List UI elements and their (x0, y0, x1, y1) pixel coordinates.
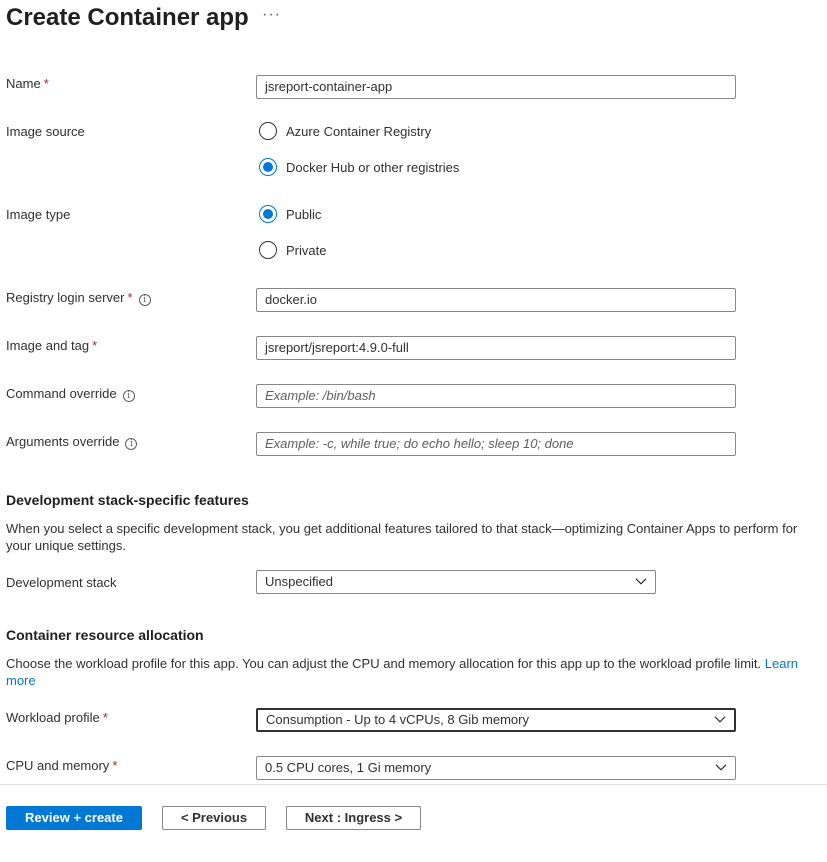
image-and-tag-input[interactable]: jsreport/jsreport:4.9.0-full (256, 336, 736, 360)
radio-azure-container-registry[interactable] (259, 122, 431, 140)
radio-unchecked-icon (259, 241, 277, 259)
arguments-label-text: Arguments override (6, 434, 120, 449)
next-ingress-button[interactable]: Next : Ingress > (286, 806, 421, 830)
name-input[interactable]: jsreport-container-app (256, 75, 736, 99)
required-asterisk: * (127, 290, 133, 305)
description-text: Choose the workload profile for this app. You can adjust the CPU and memory allocation for this app up to the workload profile limit. (6, 656, 762, 671)
previous-button[interactable]: < Previous (162, 806, 266, 830)
required-asterisk: * (102, 710, 108, 725)
radio-label: Private (286, 242, 327, 258)
dev-stack-heading: Development stack-specific features (6, 492, 249, 508)
more-options-icon[interactable]: ··· (262, 6, 281, 23)
radio-private[interactable] (259, 241, 326, 259)
info-icon[interactable]: i (139, 294, 151, 306)
registry-login-server-input[interactable]: docker.io (256, 288, 736, 312)
dropdown-value: 0.5 CPU cores, 1 Gi memory (265, 760, 432, 775)
radio-public[interactable] (259, 205, 321, 223)
resource-allocation-heading: Container resource allocation (6, 627, 204, 643)
radio-checked-icon (259, 205, 277, 223)
footer-divider (0, 784, 827, 785)
dev-stack-description: When you select a specific development stack, you get additional features tailored to that stack—optimizing Container Apps to perform for your unique settings. (6, 521, 798, 553)
image-and-tag-label (6, 338, 97, 353)
workload-profile-label (6, 710, 108, 725)
required-asterisk: * (112, 758, 118, 773)
radio-checked-icon (259, 158, 277, 176)
chevron-down-icon (715, 764, 727, 771)
dropdown-value: Unspecified (265, 574, 333, 589)
review-create-button[interactable]: Review + create (6, 806, 142, 830)
radio-label: Public (286, 206, 322, 222)
registry-login-server-label (6, 290, 151, 306)
workload-profile-dropdown[interactable] (256, 708, 736, 732)
command-override-input[interactable]: Example: /bin/bash (256, 384, 736, 408)
workload-label-text: Workload profile (6, 710, 100, 725)
name-label (6, 76, 49, 91)
image-type-label: Image type (6, 207, 71, 222)
command-label-text: Command override (6, 386, 117, 401)
radio-unchecked-icon (259, 122, 277, 140)
required-asterisk: * (43, 76, 49, 91)
arguments-override-label (6, 434, 137, 450)
required-asterisk: * (92, 338, 98, 353)
image-tag-label-text: Image and tag (6, 338, 90, 353)
chevron-down-icon (635, 578, 647, 585)
radio-label: Azure Container Registry (286, 123, 432, 139)
cpu-label-text: CPU and memory (6, 758, 110, 773)
chevron-down-icon (714, 716, 726, 723)
arguments-override-input[interactable]: Example: -c, while true; do echo hello; sleep 10; done (256, 432, 736, 456)
image-source-label: Image source (6, 124, 85, 139)
command-override-label (6, 386, 135, 402)
development-stack-dropdown[interactable] (256, 570, 656, 594)
name-label-text: Name (6, 76, 41, 91)
cpu-memory-dropdown[interactable] (256, 756, 736, 780)
registry-label-text: Registry login server (6, 290, 125, 305)
info-icon[interactable]: i (123, 390, 135, 402)
learn-more-link[interactable]: Learn more (6, 656, 799, 688)
dropdown-value: Consumption - Up to 4 vCPUs, 8 Gib memory (266, 712, 529, 727)
info-icon[interactable]: i (125, 438, 137, 450)
development-stack-label: Development stack (6, 575, 117, 590)
resource-allocation-description (6, 655, 816, 689)
page-title: Create Container app (6, 4, 249, 31)
cpu-memory-label (6, 758, 117, 773)
radio-label: Docker Hub or other registries (286, 159, 460, 175)
radio-docker-hub[interactable] (259, 158, 459, 176)
